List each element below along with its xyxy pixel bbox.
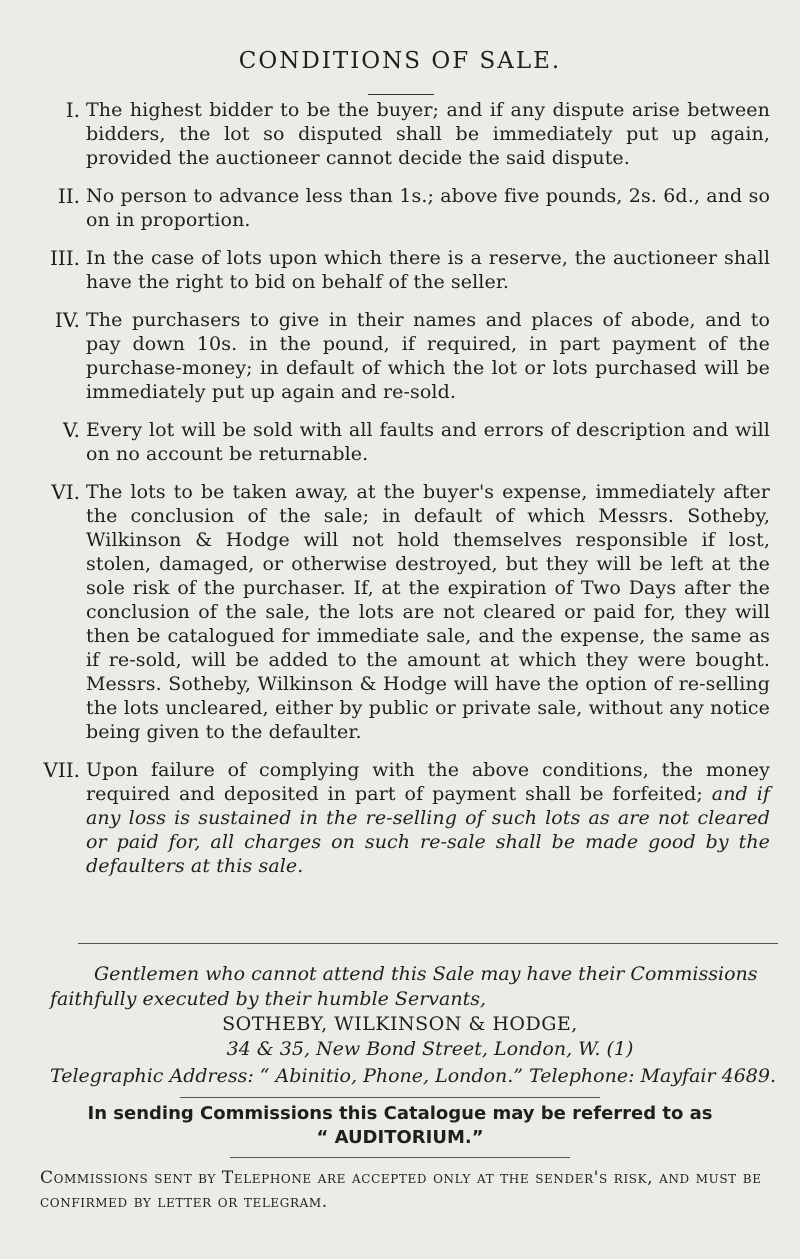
condition-item [32,480,770,744]
firm-address: 34 & 35, New Bond Street, London, W. (1) [226,1038,634,1060]
condition-text-italic: and if any loss is sustained in the re-selling of such lots as are not cleared or paid for, all charges on such re-sale shall be made good by the defaulters at this sale. [86,783,771,877]
section-divider [180,1097,600,1098]
condition-text: The highest bidder to be the buyer; and if any dispute arise between bidders, the lot so disputed shall be immediately put up again, provided the auctioneer cannot decide the said dispute. [86,99,770,169]
condition-text: No person to advance less than 1s.; above five pounds, 2s. 6d., and so on in proportion. [86,185,770,231]
auditorium-notice [0,1102,800,1150]
condition-text [86,758,770,878]
condition-item [32,308,770,404]
page-title: CONDITIONS OF SALE. [238,48,562,74]
condition-number: VII. [43,758,80,782]
section-divider [78,943,778,944]
condition-text-roman: Upon failure of complying with the above conditions, the money required and deposited in part of payment shall be forfeited; [86,759,770,805]
condition-item [32,758,770,878]
condition-text: The purchasers to give in their names and places of abode, and to pay down 10s. in the pound, if required, in part payment of the purchase-money; in default of which the lot or lots purchased will be immediately put up again and re-sold. [86,309,770,403]
condition-number: V. [62,418,80,442]
conditions-list [32,98,770,892]
condition-number: III. [49,246,80,270]
closing-paragraph [50,962,780,1012]
notice-line-1: In sending Commissions this Catalogue may be referred to as [87,1103,713,1124]
condition-number: VI. [51,480,80,504]
firm-name: SOTHEBY, WILKINSON & HODGE, [222,1013,578,1035]
closing-text: Gentlemen who cannot attend this Sale may have their Commissions faithfully executed by their humble Servants, [50,963,758,1010]
condition-item [32,98,770,170]
telegraph-line: Telegraphic Address: “ Abinitio, Phone, London.” Telephone: Mayfair 4689. [50,1065,776,1087]
condition-number: I. [65,98,80,122]
condition-text: The lots to be taken away, at the buyer's expense, immediately after the conclusion of the sale; in default of which Messrs. Sotheby, Wilkinson & Hodge will not hold themselves responsible if lost, stolen, damaged, or otherwise destroyed, but they will be left at the sole risk of the purchaser. If, at the expiration of Two Days after the conclusion of the sale, the lots are not cleared or paid for, they will then be catalogued for immediate sale, and the expense, the same as if re-sold, will be added to the amount at which they were bought. Messrs. Sotheby, Wilkinson & Hodge will have the option of re-selling the lots uncleared, either by public or private sale, without any notice being given to the defaulter. [86,481,770,743]
condition-text: Every lot will be sold with all faults and errors of description and will on no account be returnable. [86,419,770,465]
notice-line-2: “ AUDITORIUM.” [316,1127,484,1148]
condition-number: II. [57,184,80,208]
condition-number: IV. [54,308,80,332]
condition-item [32,418,770,466]
firm-block [0,1012,800,1062]
section-divider [230,1157,570,1158]
condition-item [32,184,770,232]
condition-item [32,246,770,294]
telephone-commissions-notice: Commissions sent by Telephone are accepted only at the sender's risk, and must be confirmed by letter or telegram. [40,1168,762,1212]
condition-text: In the case of lots upon which there is a reserve, the auctioneer shall have the right to bid on behalf of the seller. [86,247,770,293]
title-underline [368,94,434,95]
